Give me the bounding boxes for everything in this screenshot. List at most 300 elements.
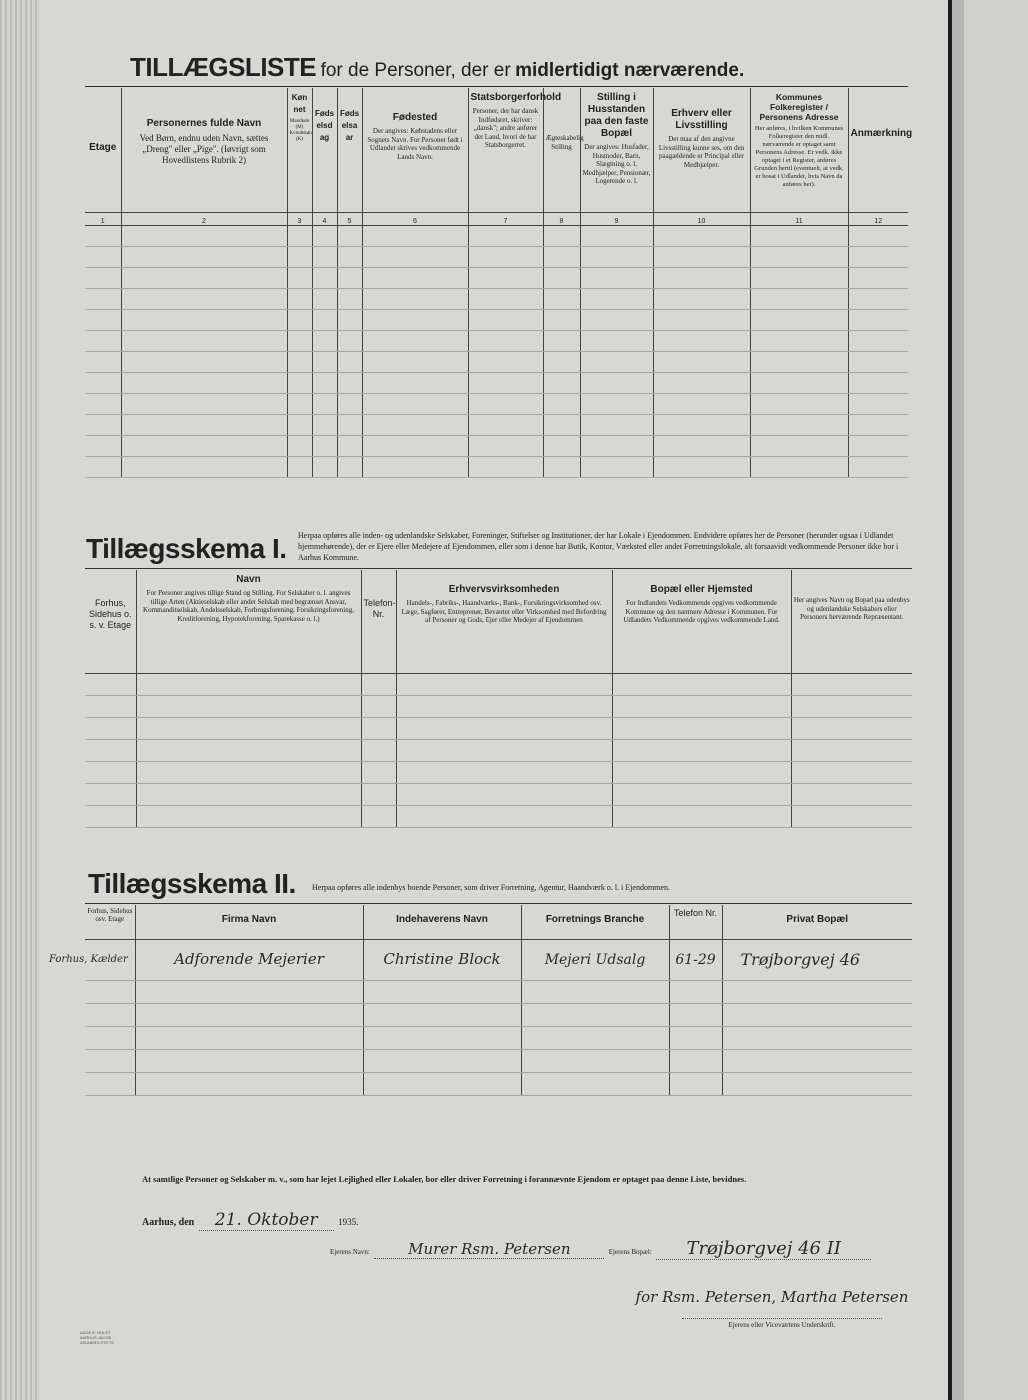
- empty-cell: [85, 309, 121, 330]
- empty-cell: [750, 309, 848, 330]
- col-navn: Personernes fulde Navn Ved Børn, endnu uden Navn, sættes „Dreng" eller „Pige". (Iøvrigt som Hovedlistens Rubrik 2): [121, 88, 287, 212]
- col-erhverv: Erhverv eller Livsstilling Det maa af den angivne Livsstilling kunne ses, om den paagældende er Principal eller Medhjælper.: [653, 88, 750, 212]
- empty-cell: [121, 456, 287, 477]
- empty-cell: [543, 309, 580, 330]
- empty-row: [85, 739, 912, 761]
- empty-cell: [337, 456, 362, 477]
- empty-cell: [396, 695, 612, 717]
- empty-cell: [791, 761, 912, 783]
- empty-cell: [337, 414, 362, 435]
- empty-cell: [85, 980, 135, 1003]
- empty-cell: [362, 246, 468, 267]
- empty-cell: [722, 1049, 912, 1072]
- skema2-top-rule: [85, 903, 912, 904]
- empty-cell: [791, 783, 912, 805]
- empty-cell: [362, 435, 468, 456]
- empty-cell: [136, 739, 361, 761]
- empty-cell: [543, 414, 580, 435]
- empty-cell: [312, 288, 337, 309]
- empty-cell: [362, 288, 468, 309]
- empty-row: [85, 1049, 912, 1072]
- empty-cell: [362, 225, 468, 246]
- footer-statement-text: At samtlige Personer og Selskaber m. v., som har lejet Lejlighed eller Lokaler, bor eller driver Forretning i forannævnte Ejendom er optaget paa denne Liste, bevidnes.: [142, 1174, 747, 1184]
- empty-cell: [580, 435, 653, 456]
- empty-cell: [521, 1049, 669, 1072]
- empty-cell: [312, 372, 337, 393]
- owner-name-value: Murer Rsm. Petersen: [374, 1240, 604, 1259]
- empty-cell: [848, 225, 908, 246]
- empty-cell: [121, 225, 287, 246]
- empty-cell: [750, 414, 848, 435]
- col-num: 8: [543, 212, 580, 225]
- col-num: 11: [750, 212, 848, 225]
- empty-cell: [612, 673, 791, 695]
- empty-cell: [750, 351, 848, 372]
- empty-cell: [848, 393, 908, 414]
- city-label: Aarhus, den: [142, 1217, 195, 1228]
- tillaegsliste-subtitle-emph: midlertidigt nærværende.: [515, 60, 745, 81]
- empty-cell: [287, 330, 312, 351]
- empty-cell: [287, 309, 312, 330]
- empty-cell: [468, 435, 543, 456]
- empty-cell: [848, 246, 908, 267]
- empty-row: [85, 695, 912, 717]
- empty-cell: [468, 246, 543, 267]
- empty-cell: [791, 805, 912, 827]
- empty-cell: [612, 695, 791, 717]
- skema2-description: Herpaa opføres alle indenbys boende Personer, som driver Forretning, Agentur, Haandværk o. l. i Ejendommen.: [312, 883, 670, 892]
- col-foedested: Fødested Der angives: Købstadens eller Sognets Navn. For Personer født i Udlandet skrives vedkommende Lands Navn.: [362, 88, 468, 212]
- empty-cell: [337, 267, 362, 288]
- empty-row: [85, 761, 912, 783]
- empty-cell: [85, 246, 121, 267]
- col-husstand: Stilling i Husstanden paa den faste Bopæl Der angives: Husfader, Husmoder, Barn, Slægtning o. l. Medhjælper, Pensionær, Logerende o. l.: [580, 88, 653, 212]
- empty-cell: [362, 330, 468, 351]
- empty-cell: [363, 1072, 521, 1095]
- empty-cell: [121, 330, 287, 351]
- empty-cell: [468, 372, 543, 393]
- empty-cell: [669, 1026, 722, 1049]
- empty-cell: [361, 761, 396, 783]
- empty-cell: [468, 288, 543, 309]
- empty-cell: [363, 1026, 521, 1049]
- skema1-table: [85, 570, 912, 828]
- empty-cell: [580, 372, 653, 393]
- empty-cell: [396, 739, 612, 761]
- empty-cell: [363, 1003, 521, 1026]
- empty-cell: [791, 673, 912, 695]
- empty-cell: [612, 783, 791, 805]
- empty-cell: [750, 288, 848, 309]
- empty-cell: [468, 414, 543, 435]
- empty-cell: [85, 1049, 135, 1072]
- s1-col-repraesentant: Her angives Navn og Bopæl paa udenbys og udenlandske Selskabers eller Personers herværende Repræsentant.: [791, 570, 912, 673]
- empty-cell: [468, 351, 543, 372]
- empty-cell: [580, 225, 653, 246]
- skema2-table: [49, 905, 912, 1096]
- col-num: 2: [121, 212, 287, 225]
- empty-cell: [85, 717, 136, 739]
- empty-cell: [121, 288, 287, 309]
- empty-cell: [337, 330, 362, 351]
- empty-cell: [287, 393, 312, 414]
- adjacent-page-edge: [952, 0, 1028, 1400]
- empty-cell: [468, 330, 543, 351]
- empty-cell: [669, 1049, 722, 1072]
- owner-line: [330, 1238, 871, 1260]
- empty-cell: [396, 783, 612, 805]
- empty-cell: [750, 330, 848, 351]
- empty-cell: [521, 980, 669, 1003]
- signature-value: for Rsm. Petersen, Martha Petersen: [635, 1288, 909, 1306]
- empty-cell: [135, 1026, 363, 1049]
- empty-cell: [121, 351, 287, 372]
- empty-cell: [750, 435, 848, 456]
- empty-cell: [653, 414, 750, 435]
- s2-bopael-cell: [722, 939, 912, 980]
- empty-cell: [85, 372, 121, 393]
- empty-cell: [362, 351, 468, 372]
- empty-cell: [362, 414, 468, 435]
- empty-cell: [287, 372, 312, 393]
- empty-row: [85, 1026, 912, 1049]
- empty-cell: [791, 739, 912, 761]
- tillaegsliste-heading: [130, 52, 744, 83]
- col-num: 12: [848, 212, 908, 225]
- empty-cell: [750, 372, 848, 393]
- empty-cell: [653, 435, 750, 456]
- empty-cell: [287, 414, 312, 435]
- s2-col-indehaver: Indehaverens Navn: [363, 905, 521, 939]
- empty-cell: [750, 393, 848, 414]
- s2-col-branche: Forretnings Branche: [521, 905, 669, 939]
- tillaegsliste-rows: [85, 225, 908, 477]
- empty-cell: [750, 246, 848, 267]
- empty-cell: [848, 435, 908, 456]
- empty-cell: [85, 805, 136, 827]
- empty-cell: [722, 1003, 912, 1026]
- empty-cell: [362, 267, 468, 288]
- empty-cell: [848, 267, 908, 288]
- empty-cell: [337, 372, 362, 393]
- s2-telefon-value: 61-29: [675, 951, 716, 968]
- empty-cell: [580, 330, 653, 351]
- empty-cell: [85, 225, 121, 246]
- empty-row: [85, 372, 908, 393]
- owner-address-value: Trøjborgvej 46 II: [656, 1238, 871, 1260]
- col-num: 6: [362, 212, 468, 225]
- empty-cell: [121, 246, 287, 267]
- empty-cell: [750, 225, 848, 246]
- empty-cell: [580, 456, 653, 477]
- empty-cell: [312, 393, 337, 414]
- empty-cell: [135, 980, 363, 1003]
- empty-cell: [312, 309, 337, 330]
- col-num: 1: [85, 212, 121, 225]
- col-koennet: Kønnet Mandkøn (M) Kvindekøn (K): [287, 88, 312, 212]
- empty-cell: [85, 393, 121, 414]
- date-value: 21. Oktober: [199, 1210, 334, 1231]
- empty-row: [85, 246, 908, 267]
- tillaegsliste-table: [85, 88, 913, 478]
- empty-cell: [543, 372, 580, 393]
- empty-row: [85, 309, 908, 330]
- owner-name-label: Ejerens Navn:: [330, 1248, 370, 1256]
- col-folkeregister: Kommunes Folkeregister / Personens Adresse Her anføres, i hvilken Kommunes Folkeregister den midl. nærværende er optaget samt Personens Adresse. Er vedk. ikke optaget i et Register, anføres Grunden hertil (eventuelt, at vedk. er bosat i Udlandet, hvis Navn da anføres her).: [750, 88, 848, 212]
- empty-cell: [543, 330, 580, 351]
- s2-telefon-cell: [669, 939, 722, 980]
- empty-cell: [337, 288, 362, 309]
- empty-cell: [580, 309, 653, 330]
- empty-cell: [135, 1072, 363, 1095]
- skema1-title: Tillægsskema I.: [86, 533, 287, 564]
- empty-row: [85, 267, 908, 288]
- empty-row: [85, 1072, 912, 1095]
- empty-row: [85, 980, 912, 1003]
- empty-cell: [337, 351, 362, 372]
- empty-cell: [580, 393, 653, 414]
- s2-etage-value: Forhus, Kælder: [49, 953, 128, 965]
- col-num: 3: [287, 212, 312, 225]
- empty-cell: [848, 288, 908, 309]
- empty-cell: [653, 330, 750, 351]
- s1-col-telefon: Telefon-Nr.: [361, 570, 396, 673]
- empty-cell: [848, 414, 908, 435]
- empty-cell: [848, 351, 908, 372]
- printer-imprint: AAGE E. HOLST AARHUS JACOB ZEUNERS STIFTE: [80, 1330, 115, 1345]
- s2-col-firma: Firma Navn: [135, 905, 363, 939]
- owner-address-label: Ejerens Bopæl:: [608, 1248, 652, 1256]
- empty-cell: [312, 267, 337, 288]
- empty-cell: [396, 805, 612, 827]
- empty-cell: [312, 351, 337, 372]
- empty-cell: [121, 267, 287, 288]
- empty-cell: [363, 980, 521, 1003]
- empty-cell: [612, 761, 791, 783]
- empty-cell: [653, 225, 750, 246]
- empty-cell: [750, 267, 848, 288]
- empty-row: [85, 330, 908, 351]
- empty-cell: [361, 805, 396, 827]
- col-num: 5: [337, 212, 362, 225]
- s2-col-telefon: Telefon Nr.: [669, 905, 722, 939]
- empty-cell: [468, 456, 543, 477]
- empty-cell: [312, 414, 337, 435]
- empty-cell: [287, 288, 312, 309]
- skema2-title: Tillægsskema II.: [88, 868, 296, 899]
- s2-indehaver-value: Christine Block: [383, 950, 501, 968]
- empty-cell: [669, 980, 722, 1003]
- s1-col-etage: Forhus, Sidehus o. s. v. Etage: [85, 570, 136, 673]
- s1-col-erhverv: Erhvervsvirksomheden Handels-, Fabriks-, Haandværks-, Bank-, Forsikringsvirksomhed osv. Læge, Sagfører, Entreprenør, Beværter eller Virksomhed med Befordring af Personer og Gods, Ejer eller Medejer af Ejendommen: [396, 570, 612, 673]
- empty-cell: [85, 695, 136, 717]
- col-anmaerkning: Anmærkning: [848, 88, 908, 212]
- s2-bopael-value: Trøjborgvej 46: [740, 949, 861, 969]
- empty-cell: [521, 1026, 669, 1049]
- empty-cell: [287, 456, 312, 477]
- empty-cell: [121, 414, 287, 435]
- empty-cell: [848, 372, 908, 393]
- empty-cell: [653, 288, 750, 309]
- empty-cell: [543, 225, 580, 246]
- empty-cell: [396, 717, 612, 739]
- empty-cell: [722, 1072, 912, 1095]
- empty-cell: [521, 1003, 669, 1026]
- empty-cell: [337, 435, 362, 456]
- footer-date-line: [142, 1210, 358, 1231]
- empty-cell: [312, 246, 337, 267]
- empty-cell: [669, 1003, 722, 1026]
- empty-cell: [136, 695, 361, 717]
- empty-cell: [468, 267, 543, 288]
- empty-cell: [121, 435, 287, 456]
- empty-cell: [136, 717, 361, 739]
- empty-row: [85, 288, 908, 309]
- empty-cell: [121, 309, 287, 330]
- empty-cell: [85, 1003, 135, 1026]
- tillaegsliste-subtitle: for de Personer, der er: [320, 60, 511, 81]
- empty-cell: [468, 309, 543, 330]
- empty-row: [85, 805, 912, 827]
- empty-cell: [121, 393, 287, 414]
- s2-branche-cell: [521, 939, 669, 980]
- empty-cell: [312, 435, 337, 456]
- col-num: 9: [580, 212, 653, 225]
- empty-cell: [396, 673, 612, 695]
- empty-cell: [85, 783, 136, 805]
- skema2-rows: [85, 980, 912, 1095]
- col-foedselsaar: Fødselsaar: [337, 88, 362, 212]
- skema1-description: Herpaa opføres alle inden- og udenlandske Selskaber, Foreninger, Stiftelser og Institutioner, der har Lokale i Ejendommen. Endvidere opføres her de Personer (herunder ogsaa i Udlandet hjemmehørende), der er Ejere eller Medejere af Ejendommen, eller som i denne har Butik, Kontor, Værksted eller andet Forretningslokale, alt forsaavidt vedkommende Personer ikke bor i Aarhus Kommune.: [298, 531, 899, 562]
- empty-cell: [136, 673, 361, 695]
- empty-row: [85, 393, 908, 414]
- col-aegteskab: Ægteskabelig Stilling: [543, 88, 580, 212]
- s2-col-bopael: Privat Bopæl: [722, 905, 912, 939]
- empty-cell: [848, 309, 908, 330]
- empty-cell: [580, 414, 653, 435]
- empty-cell: [337, 246, 362, 267]
- empty-cell: [543, 435, 580, 456]
- empty-cell: [653, 456, 750, 477]
- empty-cell: [722, 1026, 912, 1049]
- empty-cell: [363, 1049, 521, 1072]
- empty-row: [85, 1003, 912, 1026]
- empty-cell: [135, 1003, 363, 1026]
- empty-row: [85, 225, 908, 246]
- empty-row: [85, 717, 912, 739]
- empty-cell: [287, 267, 312, 288]
- signature-caption: Ejerens eller Viceværtens Underskrift.: [682, 1318, 882, 1329]
- empty-cell: [85, 414, 121, 435]
- column-numbers: [85, 212, 908, 225]
- empty-cell: [750, 456, 848, 477]
- empty-cell: [337, 309, 362, 330]
- empty-cell: [543, 267, 580, 288]
- s2-etage-cell: [49, 939, 135, 980]
- col-num: 10: [653, 212, 750, 225]
- empty-cell: [362, 456, 468, 477]
- empty-cell: [287, 225, 312, 246]
- empty-cell: [653, 267, 750, 288]
- empty-cell: [848, 456, 908, 477]
- empty-cell: [612, 717, 791, 739]
- empty-cell: [361, 695, 396, 717]
- empty-cell: [362, 372, 468, 393]
- empty-row: [85, 673, 912, 695]
- empty-cell: [337, 393, 362, 414]
- empty-cell: [85, 761, 136, 783]
- empty-cell: [468, 393, 543, 414]
- empty-cell: [121, 372, 287, 393]
- col-statsborger: Statsborgerforhold Personer, der har dansk Indfødsret, skriver: „dansk"; andre anfører det Land, hvori de har Statsborgerret.: [468, 88, 543, 212]
- empty-cell: [362, 393, 468, 414]
- empty-cell: [543, 246, 580, 267]
- empty-cell: [653, 393, 750, 414]
- empty-cell: [85, 456, 121, 477]
- year-value: 1935.: [338, 1217, 359, 1227]
- empty-cell: [612, 739, 791, 761]
- empty-row: [85, 783, 912, 805]
- top-rule: [85, 86, 908, 87]
- empty-cell: [85, 739, 136, 761]
- empty-cell: [669, 1072, 722, 1095]
- footer-statement: [142, 1174, 912, 1185]
- empty-cell: [653, 309, 750, 330]
- empty-cell: [543, 288, 580, 309]
- empty-row: [85, 435, 908, 456]
- empty-cell: [612, 805, 791, 827]
- empty-cell: [722, 980, 912, 1003]
- s2-indehaver-cell: [363, 939, 521, 980]
- empty-cell: [85, 288, 121, 309]
- empty-cell: [287, 351, 312, 372]
- s2-firma-cell: [135, 939, 363, 980]
- empty-cell: [361, 739, 396, 761]
- empty-cell: [521, 1072, 669, 1095]
- s1-col-bopael: Bopæl eller Hjemsted For Indlandets Vedkommende opgives vedkommende Kommune og den nærmere Adresse i Kommunen. For Udlandets Vedkommende opgives vedkommende Land.: [612, 570, 791, 673]
- col-foedselsdag: Fødselsdag: [312, 88, 337, 212]
- empty-cell: [85, 673, 136, 695]
- skema2-entry-row: [85, 939, 912, 980]
- col-num: 7: [468, 212, 543, 225]
- empty-cell: [85, 351, 121, 372]
- s1-col-navn: Navn For Personer angives tillige Stand og Stilling. For Selskaber o. l. angives tillige Arten (Aktieselskab eller andet Selskab med begrænset Ansvar, Kommanditselskab, Andelsselskab, Forbrugsforening, Forsikringsforening, Kreditforening, Hypotekforening, Sparekasse o. l.): [136, 570, 361, 673]
- empty-cell: [543, 456, 580, 477]
- empty-cell: [396, 761, 612, 783]
- empty-cell: [361, 717, 396, 739]
- empty-cell: [85, 1072, 135, 1095]
- empty-cell: [653, 246, 750, 267]
- empty-cell: [136, 805, 361, 827]
- empty-cell: [136, 761, 361, 783]
- empty-cell: [85, 1026, 135, 1049]
- empty-cell: [361, 783, 396, 805]
- empty-cell: [85, 330, 121, 351]
- empty-cell: [312, 456, 337, 477]
- empty-cell: [580, 351, 653, 372]
- empty-row: [85, 351, 908, 372]
- empty-cell: [337, 225, 362, 246]
- empty-cell: [135, 1049, 363, 1072]
- skema1-top-rule: [85, 568, 912, 569]
- empty-cell: [287, 246, 312, 267]
- empty-cell: [312, 330, 337, 351]
- empty-cell: [85, 267, 121, 288]
- s2-col-etage: Forhus, Sidehus osv. Etage: [85, 905, 135, 939]
- empty-cell: [136, 783, 361, 805]
- empty-row: [85, 414, 908, 435]
- empty-cell: [791, 695, 912, 717]
